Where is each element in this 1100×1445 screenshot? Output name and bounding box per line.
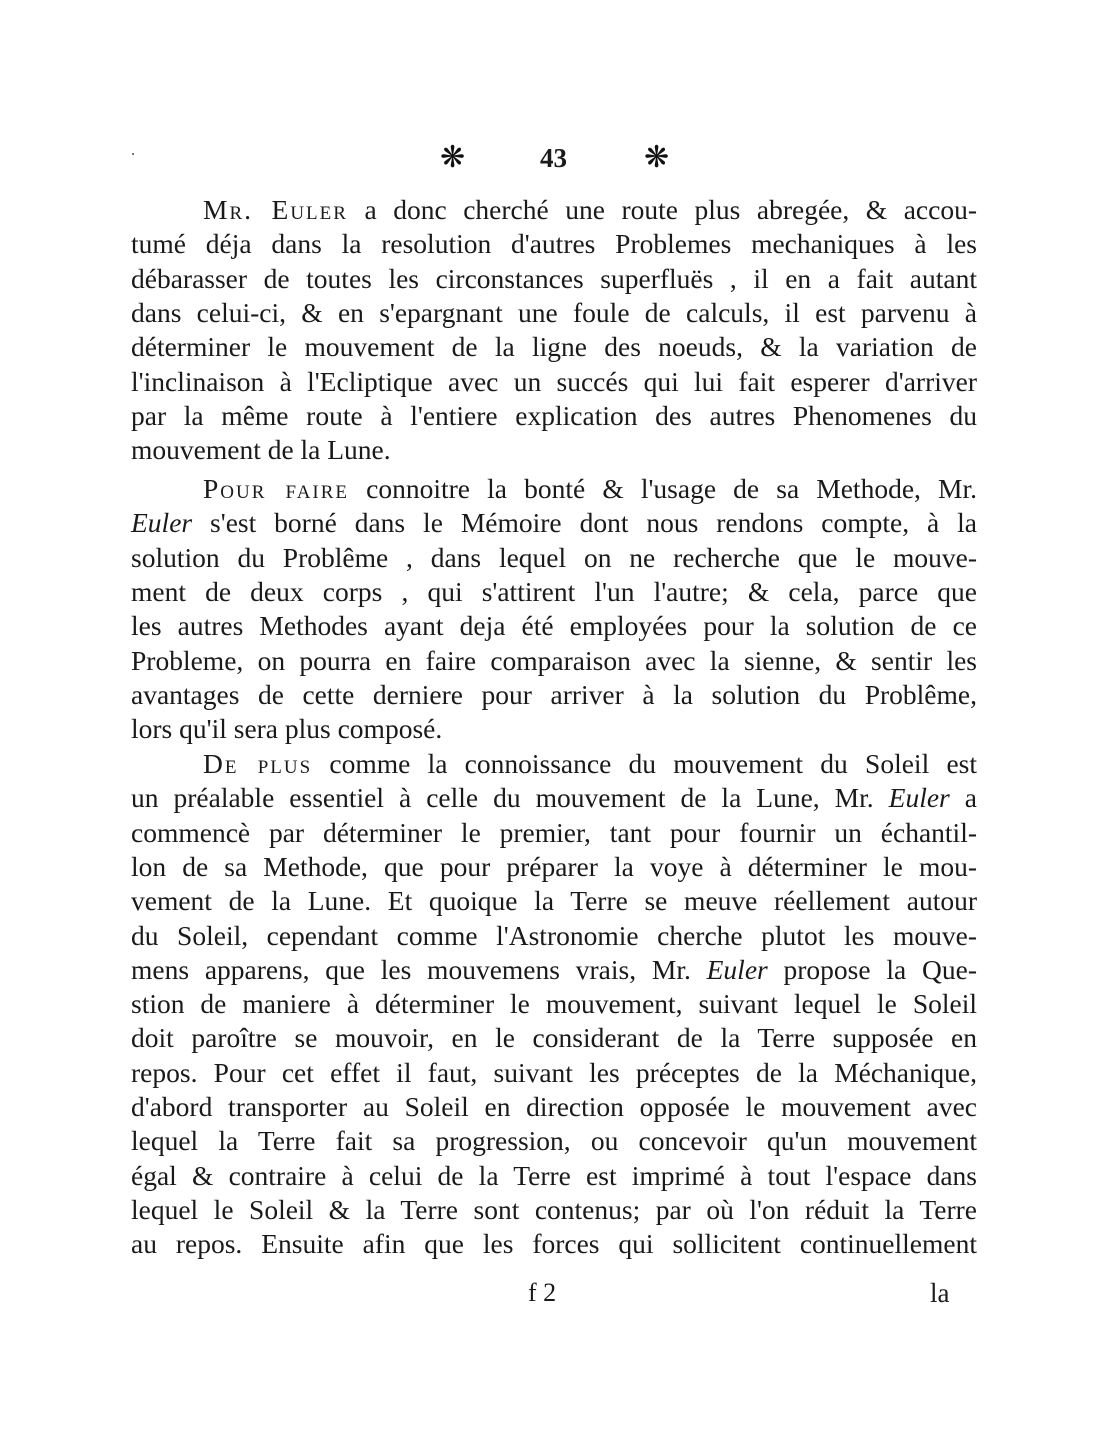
- text-line: [131, 850, 977, 884]
- italic-name: Euler: [706, 953, 768, 985]
- line-text: connoitre la bonté & l'usage de sa Methode, Mr.: [349, 473, 977, 504]
- line-text: propose la Que-: [767, 953, 977, 985]
- catchword: la: [930, 1278, 950, 1308]
- line-text: solution du Problême , dans lequel on ne recherche que le mouve-: [131, 541, 977, 573]
- line-text: lon de sa Methode, que pour préparer la voye à déterminer le mou-: [131, 850, 977, 882]
- line-text: d'abord transporter au Soleil en direction opposée le mouvement avec: [131, 1091, 977, 1122]
- line-text: un préalable essentiel à celle du mouvement de la Lune, Mr.: [131, 782, 889, 814]
- line-text: doit paroître se mouvoir, en le considerant de la Terre supposée en: [131, 1022, 977, 1054]
- text-line: [131, 987, 977, 1021]
- text-line: [131, 296, 977, 330]
- text-line: [131, 609, 977, 643]
- text-line: [131, 1090, 977, 1124]
- text-line: [131, 919, 977, 953]
- line-text: égal & contraire à celui de la Terre est imprimé à tout l'espace dans: [131, 1159, 977, 1191]
- line-text: déterminer le mouvement de la ligne des noeuds, & la variation de: [131, 331, 977, 363]
- text-line: [131, 365, 977, 399]
- text-line: [131, 399, 977, 433]
- text-line: [131, 1193, 977, 1227]
- line-text: vement de la Lune. Et quoique la Terre se meuve réellement autour: [131, 885, 977, 917]
- signature-mark: f 2: [528, 1278, 557, 1307]
- text-line: [131, 1227, 977, 1261]
- line-text: au repos. Ensuite afin que les forces qui sollicitent continuellement: [131, 1228, 977, 1260]
- italic-name: Euler: [888, 782, 950, 814]
- text-line: [131, 193, 977, 227]
- text-line: [131, 678, 977, 712]
- text-line: [131, 330, 977, 364]
- page-number: 43: [540, 143, 567, 173]
- text-line: [131, 1159, 977, 1193]
- line-text: dans celui-ci, & en s'epargnant une foule de calculs, il est parvenu à: [131, 296, 977, 328]
- text-line: [131, 644, 977, 678]
- line-text: débarasser de toutes les circonstances superfluës , il en a fait autant: [131, 262, 977, 294]
- text-line: [131, 1056, 977, 1090]
- text-line: [131, 712, 977, 746]
- fleuron-icon: ❋: [440, 141, 466, 174]
- line-text: a: [949, 782, 977, 814]
- text-line: [131, 541, 977, 575]
- text-line: [131, 747, 977, 781]
- text-line: [131, 262, 977, 296]
- line-text: du Soleil, cependant comme l'Astronomie cherche plutot les mouve-: [131, 919, 977, 951]
- line-text: repos. Pour cet effet il faut, suivant les préceptes de la Méchanique,: [131, 1056, 977, 1088]
- small-caps-lead: De plus: [203, 748, 313, 779]
- line-text: les autres Methodes ayant deja été employées pour la solution de ce: [131, 610, 977, 642]
- text-line: [131, 227, 977, 261]
- text-line: [131, 1021, 977, 1055]
- line-text: comme la connoissance du mouvement du Soleil est: [312, 748, 977, 779]
- line-text: Probleme, on pourra en faire comparaison avec la sienne, & sentir les: [131, 644, 977, 676]
- italic-name: Euler: [131, 507, 193, 539]
- line-text: par la même route à l'entiere explication des autres Phenomenes du: [131, 399, 977, 431]
- running-header: [0, 138, 1100, 178]
- text-line: [131, 575, 977, 609]
- text-line: [131, 884, 977, 918]
- line-text: tumé déja dans la resolution d'autres Problemes mechaniques à les: [131, 228, 977, 260]
- text-line: [131, 433, 977, 467]
- text-line: [131, 781, 977, 815]
- text-line: [131, 816, 977, 850]
- line-text: lequel la Terre fait sa progression, ou concevoir qu'un mouvement: [131, 1125, 977, 1157]
- text-line: [131, 1124, 977, 1158]
- line-text: s'est borné dans le Mémoire dont nous rendons compte, à la: [192, 507, 977, 539]
- line-text: a donc cherché une route plus abregée, & accou-: [347, 194, 978, 225]
- line-text: avantages de cette derniere pour arriver à la solution du Problême,: [131, 678, 977, 710]
- text-line: [131, 472, 977, 506]
- small-caps-lead: Mr. Euler: [203, 194, 348, 225]
- line-text: stion de maniere à déterminer le mouvement, suivant lequel le Soleil: [131, 988, 977, 1020]
- line-text: ment de deux corps , qui s'attirent l'un l'autre; & cela, parce que: [131, 575, 977, 607]
- text-line: [131, 953, 977, 987]
- text-line: [131, 506, 977, 540]
- line-text: lors qu'il sera plus composé.: [131, 713, 443, 745]
- small-caps-lead: Pour faire: [203, 473, 350, 504]
- line-text: l'inclinaison à l'Ecliptique avec un succés qui lui fait esperer d'arriver: [131, 365, 977, 397]
- line-text: mouvement de la Lune.: [131, 434, 391, 466]
- line-text: commencè par déterminer le premier, tant pour fournir un échantil-: [131, 816, 977, 848]
- fleuron-icon: ❋: [644, 141, 670, 174]
- line-text: lequel le Soleil & la Terre sont contenus; par où l'on réduit la Terre: [131, 1193, 977, 1225]
- line-text: mens apparens, que les mouvemens vrais, Mr.: [131, 953, 707, 985]
